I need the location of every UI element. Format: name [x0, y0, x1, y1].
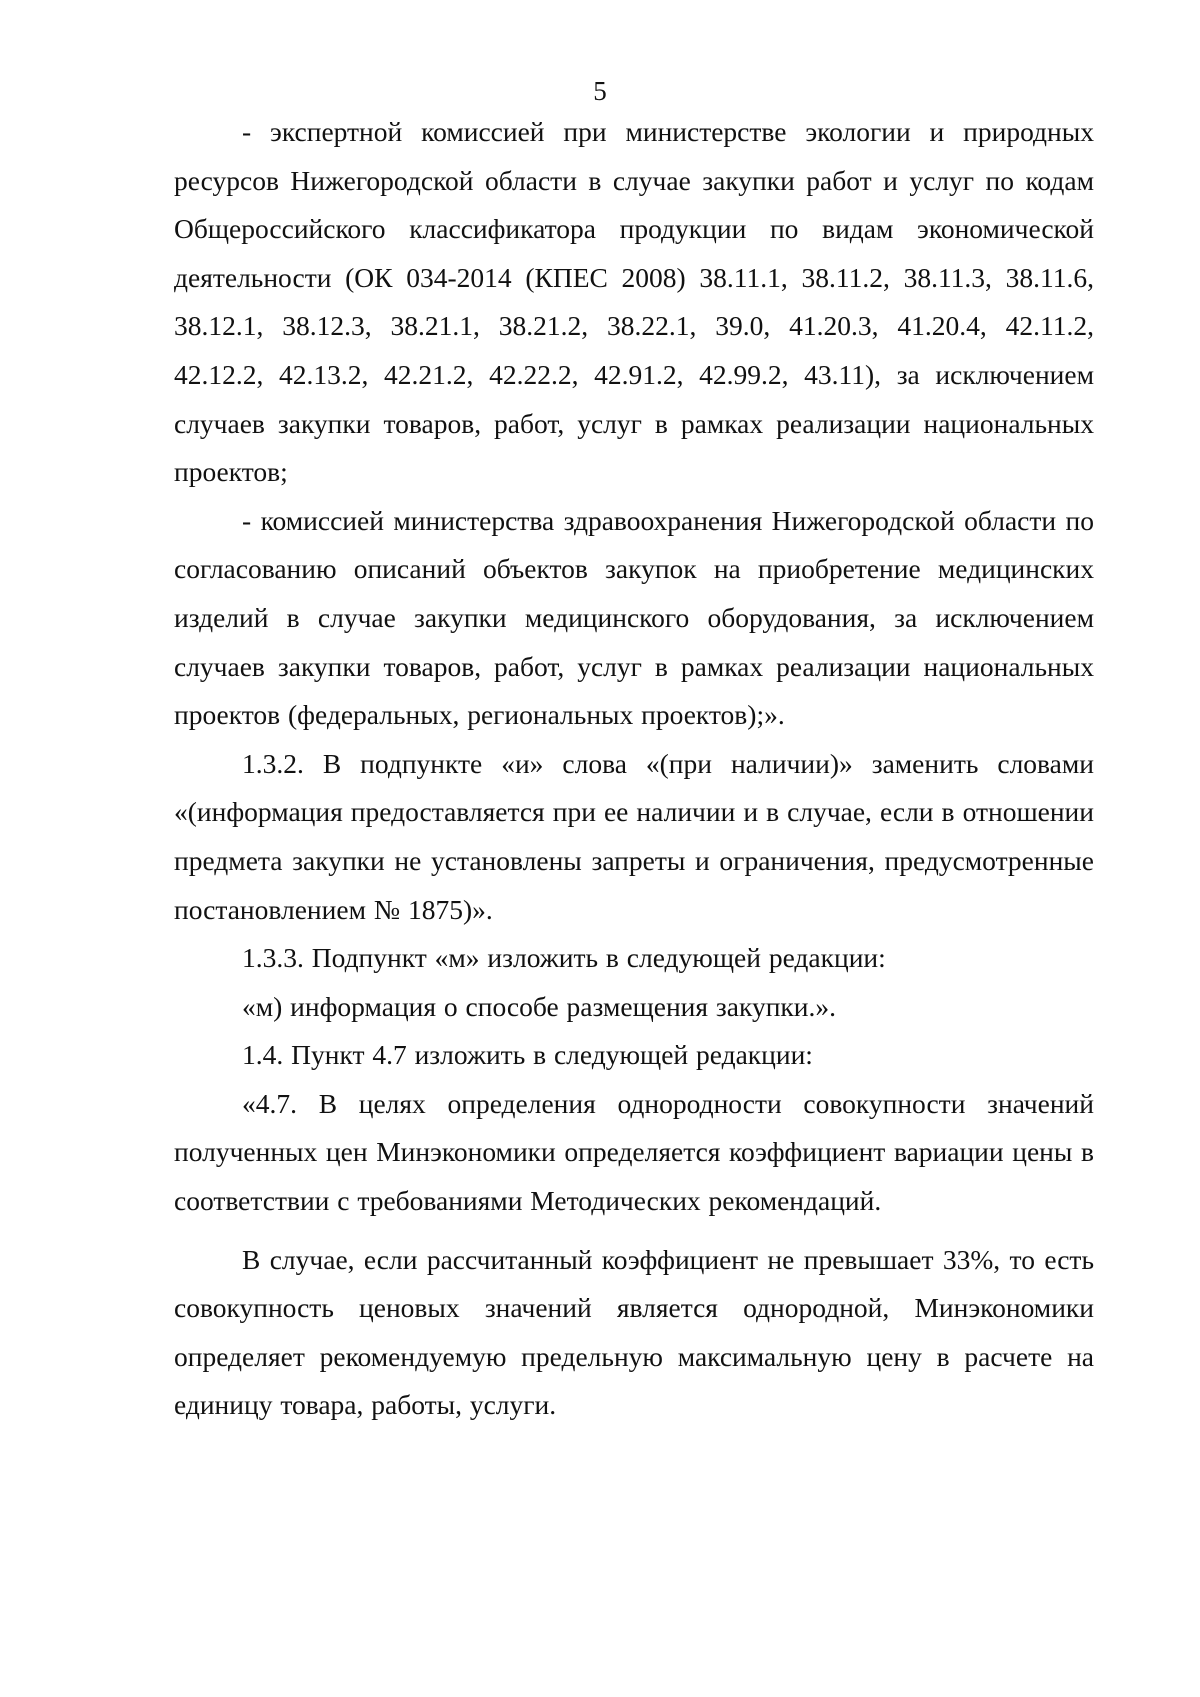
document-body — [174, 108, 1094, 1430]
paragraph-ecology-commission: - экспертной комиссией при министерстве экологии и природных ресурсов Нижегородской области в случае закупки работ и услуг по кодам Общероссийского классификатора продукции по видам экономической деятельности (ОК 034-2014 (КПЕС 2008) 38.11.1, 38.11.2, 38.11.3, 38.11.6, 38.12.1, 38.12.3, 38.21.1, 38.21.2, 38.22.1, 39.0, 41.20.3, 41.20.4, 42.11.2, 42.12.2, 42.13.2, 42.21.2, 42.22.2, 42.91.2, 42.99.2, 43.11), за исключением случаев закупки товаров, работ, услуг в рамках реализации национальных проектов; — [174, 116, 1094, 488]
paragraph-coefficient: В случае, если рассчитанный коэффициент не превышает 33%, то есть совокупность ценовых значений является однородной, Минэкономики определяет рекомендуемую предельную максимальную цену в расчете на единицу товара, работы, услуги. — [174, 1243, 1094, 1421]
paragraph-subitem-m: «м) информация о способе размещения закупки.». — [242, 990, 837, 1022]
paragraph-1-3-2: 1.3.2. В подпункте «и» слова «(при наличии)» заменить словами «(информация предоставляется при ее наличии и в случае, если в отношении предмета закупки не установлены запреты и ограничения, предусмотренные постановлением № 1875)». — [174, 747, 1094, 925]
paragraph-1-3-3: 1.3.3. Подпункт «м» изложить в следующей редакции: — [242, 942, 886, 974]
paragraph-1-4: 1.4. Пункт 4.7 изложить в следующей редакции: — [242, 1039, 813, 1071]
paragraph-4-7: «4.7. В целях определения однородности совокупности значений полученных цен Минэкономики определяется коэффициент вариации цены в соответствии с требованиями Методических рекомендаций. — [174, 1087, 1094, 1217]
paragraph-health-commission: - комиссией министерства здравоохранения Нижегородской области по согласованию описаний объектов закупок на приобретение медицинских изделий в случае закупки медицинского оборудования, за исключением случаев закупки товаров, работ, услуг в рамках реализации национальных проектов (федеральных, региональных проектов);». — [174, 504, 1094, 731]
page-number: 5 — [593, 76, 607, 106]
